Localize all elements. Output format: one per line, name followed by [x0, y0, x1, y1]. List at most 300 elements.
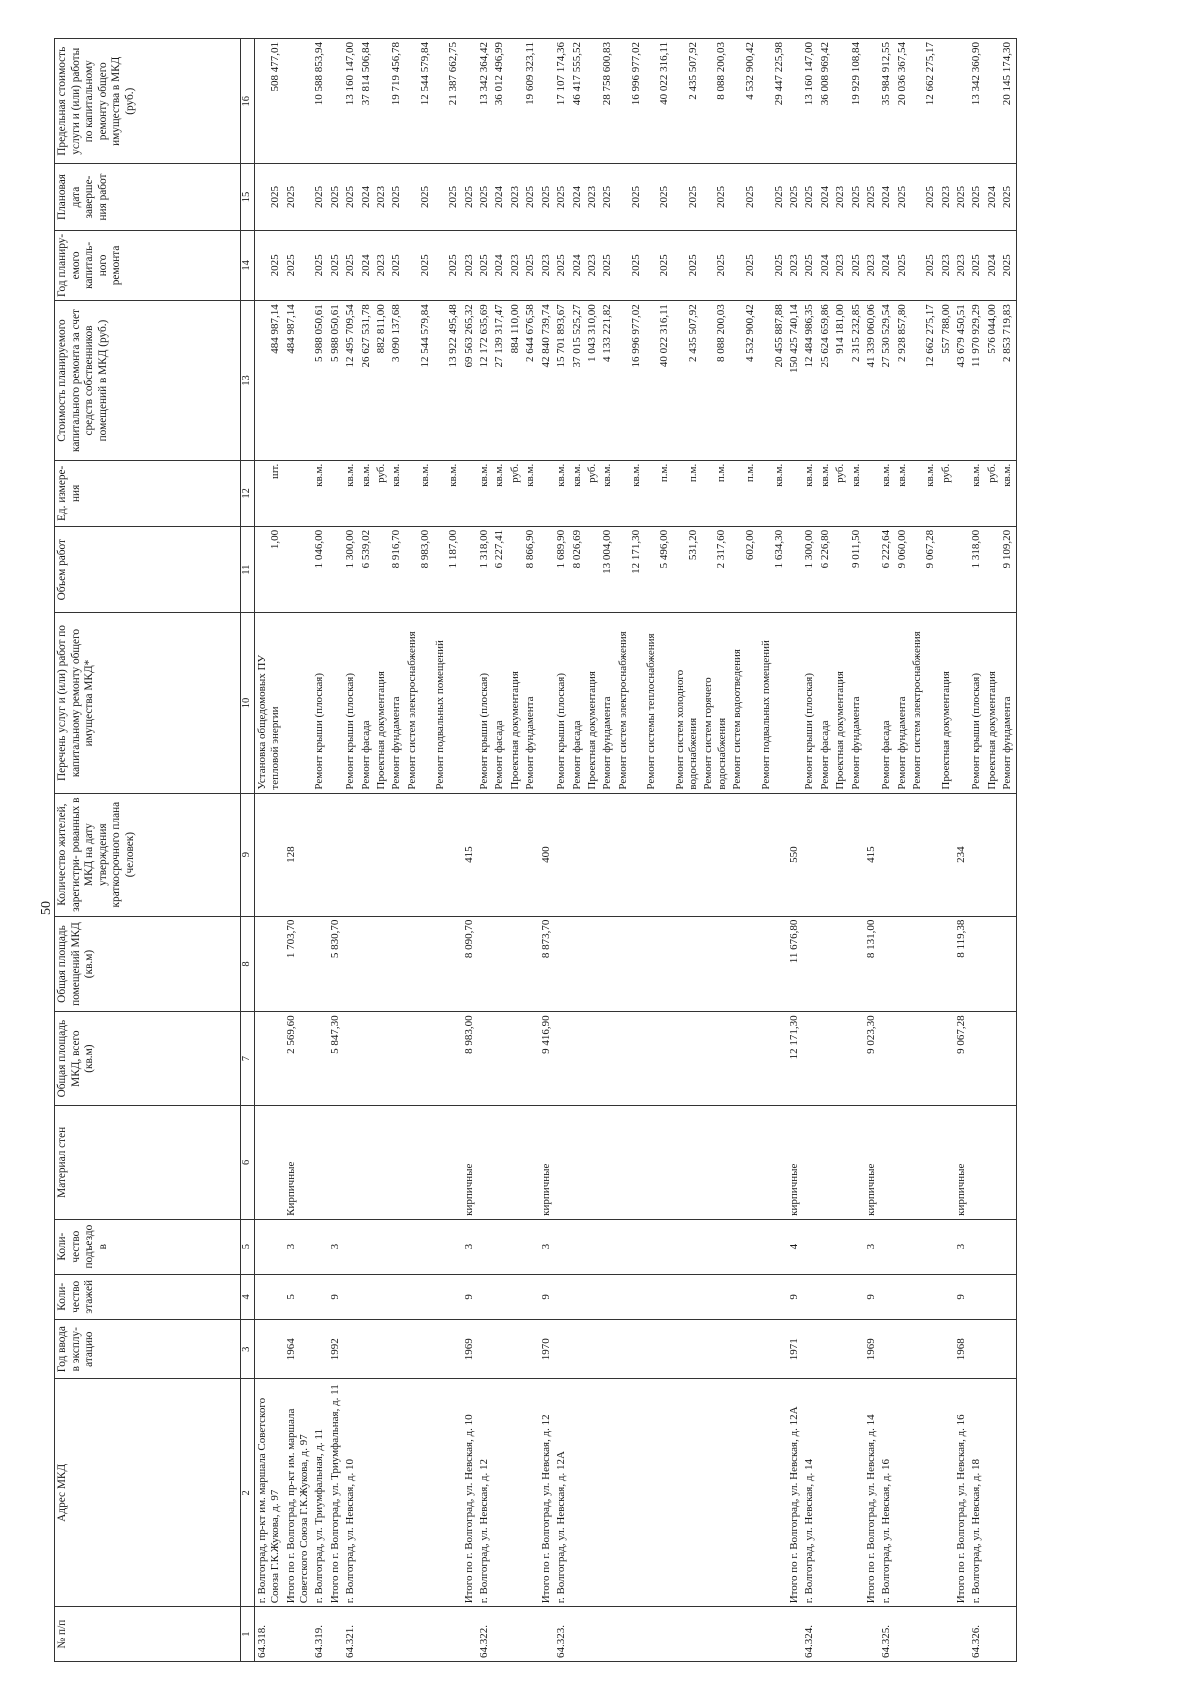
- column-number-row: [241, 39, 255, 1662]
- table-cell-col6: [759, 1105, 787, 1219]
- table-cell-col6: [879, 1105, 894, 1219]
- header-cell: Плановая дата заверше- ния работ: [55, 164, 241, 230]
- table-cell-col2: г. Волгоград, ул. Невская, д. 16: [879, 1379, 894, 1607]
- table-cell-col3: 1992: [328, 1320, 343, 1379]
- table-cell-col3: 1969: [864, 1320, 879, 1379]
- table-cell-col9: [254, 793, 283, 916]
- table-cell-col13: 26 627 531,78: [359, 301, 374, 461]
- table-cell-col16: [939, 39, 954, 164]
- table-cell-col8: [492, 916, 507, 1012]
- table-cell-col4: 9: [328, 1274, 343, 1320]
- table-cell-col8: 1 703,70: [284, 916, 313, 1012]
- table-cell-col10: Ремонт систем электроснабжения: [616, 613, 644, 793]
- table-cell-col14: 2025: [969, 230, 984, 301]
- table-cell-col12: п.м.: [701, 460, 730, 526]
- table-cell-col5: 4: [787, 1219, 802, 1274]
- table-cell-col5: [879, 1219, 894, 1274]
- table-cell-col8: [818, 916, 833, 1012]
- column-number: 4: [241, 1274, 255, 1320]
- table-cell-col6: [405, 1105, 433, 1219]
- table-cell-col12: кв.м.: [879, 460, 894, 526]
- table-cell-col11: [833, 526, 848, 613]
- table-cell-col3: [818, 1320, 833, 1379]
- table-cell-col16: [508, 39, 523, 164]
- table-cell-col15: 2025: [730, 164, 758, 230]
- table-cell-col5: 3: [864, 1219, 879, 1274]
- table-cell-col14: 2025: [802, 230, 817, 301]
- table-row: [389, 39, 404, 1662]
- table-cell-col1: [359, 1607, 374, 1662]
- table-cell-col3: [985, 1320, 1000, 1379]
- table-cell-col7: [833, 1012, 848, 1105]
- table-cell-col15: 2025: [600, 164, 615, 230]
- table-cell-col11: 1 300,00: [343, 526, 358, 613]
- table-row: [312, 39, 327, 1662]
- header-cell: Коли- чество этажей: [55, 1274, 241, 1320]
- table-cell-col13: 882 811,00: [374, 301, 389, 461]
- table-body: [254, 39, 1016, 1662]
- table-cell-col3: [359, 1320, 374, 1379]
- table-cell-col5: [585, 1219, 600, 1274]
- header-cell: Стоимость планируемого капитального ремонта за счет средств собственников помещений в МКД (руб.): [55, 301, 241, 461]
- table-cell-col13: 12 484 986,35: [802, 301, 817, 461]
- table-cell-col1: [374, 1607, 389, 1662]
- table-cell-col16: 28 758 600,83: [600, 39, 615, 164]
- table-cell-col7: [895, 1012, 910, 1105]
- column-number: 8: [241, 916, 255, 1012]
- table-cell-col6: [359, 1105, 374, 1219]
- table-cell-col2: [833, 1379, 848, 1607]
- table-cell-col5: [312, 1219, 327, 1274]
- table-cell-col13: 484 987,14: [254, 301, 283, 461]
- table-cell-col8: [508, 916, 523, 1012]
- table-cell-col15: 2025: [312, 164, 327, 230]
- table-cell-col10: Ремонт фундамента: [389, 613, 404, 793]
- table-cell-col4: [730, 1274, 758, 1320]
- table-cell-col2: [730, 1379, 758, 1607]
- table-cell-col12: кв.м.: [433, 460, 461, 526]
- table-cell-col15: 2025: [644, 164, 672, 230]
- table-cell-col16: 19 609 323,11: [523, 39, 538, 164]
- table-cell-col16: [864, 39, 879, 164]
- table-cell-col7: [616, 1012, 644, 1105]
- table-cell-col3: [939, 1320, 954, 1379]
- table-row: [585, 39, 600, 1662]
- table-cell-col15: 2024: [359, 164, 374, 230]
- table-cell-col7: [554, 1012, 569, 1105]
- table-cell-col6: [374, 1105, 389, 1219]
- table-cell-col8: [879, 916, 894, 1012]
- table-cell-col7: [600, 1012, 615, 1105]
- table-cell-col6: [1000, 1105, 1016, 1219]
- table-cell-col5: [833, 1219, 848, 1274]
- table-cell-col13: 43 679 450,51: [954, 301, 969, 461]
- table-cell-col14: 2025: [523, 230, 538, 301]
- page-number: 50: [39, 901, 54, 915]
- table-cell-col7: [701, 1012, 730, 1105]
- table-cell-col9: [600, 793, 615, 916]
- table-cell-col5: [895, 1219, 910, 1274]
- table-cell-col8: [849, 916, 864, 1012]
- table-cell-col10: Ремонт крыши (плоская): [802, 613, 817, 793]
- table-cell-col13: 13 922 495,48: [433, 301, 461, 461]
- table-cell-col10: Проектная документация: [374, 613, 389, 793]
- table-cell-col16: 13 342 360,90: [969, 39, 984, 164]
- table-cell-col14: 2023: [374, 230, 389, 301]
- table-header-row: [55, 39, 241, 1662]
- table-cell-col5: [600, 1219, 615, 1274]
- table-cell-col12: кв.м.: [969, 460, 984, 526]
- table-cell-col6: [389, 1105, 404, 1219]
- table-cell-col2: [616, 1379, 644, 1607]
- table-cell-col12: кв.м.: [1000, 460, 1016, 526]
- table-cell-col1: [787, 1607, 802, 1662]
- table-cell-col16: [284, 39, 313, 164]
- table-cell-col7: 8 983,00: [462, 1012, 477, 1105]
- table-cell-col15: 2025: [759, 164, 787, 230]
- table-cell-col11: 531,20: [673, 526, 702, 613]
- table-cell-col13: 2 644 676,58: [523, 301, 538, 461]
- table-cell-col2: Итого по г. Волгоград, ул. Невская, д. 12: [539, 1379, 554, 1607]
- table-cell-col1: 64.321.: [343, 1607, 358, 1662]
- header-cell: Год планиру- емого капиталь- ного ремонта: [55, 230, 241, 301]
- table-cell-col1: [985, 1607, 1000, 1662]
- table-cell-col6: [343, 1105, 358, 1219]
- table-cell-col16: 2 435 507,92: [673, 39, 702, 164]
- table-cell-col12: руб.: [833, 460, 848, 526]
- table-cell-col1: [389, 1607, 404, 1662]
- table-cell-col9: [730, 793, 758, 916]
- table-cell-col13: 2 315 232,85: [849, 301, 864, 461]
- table-cell-col6: [492, 1105, 507, 1219]
- table-cell-col12: кв.м.: [343, 460, 358, 526]
- table-cell-col3: 1969: [462, 1320, 477, 1379]
- table-total-row: [864, 39, 879, 1662]
- table-cell-col9: [985, 793, 1000, 916]
- table-cell-col15: 2025: [849, 164, 864, 230]
- table-cell-col7: 9 023,30: [864, 1012, 879, 1105]
- table-cell-col2: [492, 1379, 507, 1607]
- table-cell-col1: [759, 1607, 787, 1662]
- column-number: 11: [241, 526, 255, 613]
- table-cell-col2: г. Волгоград, ул. Триумфальная, д. 11: [312, 1379, 327, 1607]
- table-cell-col16: 40 022 316,11: [644, 39, 672, 164]
- table-cell-col3: [508, 1320, 523, 1379]
- table-cell-col15: 2025: [787, 164, 802, 230]
- table-row: [523, 39, 538, 1662]
- table-cell-col4: 9: [787, 1274, 802, 1320]
- table-cell-col10: Ремонт фундамента: [600, 613, 615, 793]
- table-cell-col13: 884 110,00: [508, 301, 523, 461]
- table-cell-col9: 415: [462, 793, 477, 916]
- table-cell-col7: [879, 1012, 894, 1105]
- table-cell-col7: [818, 1012, 833, 1105]
- table-cell-col7: 5 847,30: [328, 1012, 343, 1105]
- header-cell: Перечень услуг и (или) работ по капитальному ремонту общего имущества МКД*: [55, 613, 241, 793]
- table-cell-col7: [405, 1012, 433, 1105]
- table-cell-col2: [673, 1379, 702, 1607]
- table-cell-col13: 2 853 719,83: [1000, 301, 1016, 461]
- table-cell-col2: [433, 1379, 461, 1607]
- table-cell-col9: [312, 793, 327, 916]
- table-row: [910, 39, 938, 1662]
- table-cell-col15: 2025: [969, 164, 984, 230]
- table-cell-col7: [673, 1012, 702, 1105]
- header-cell: Коли- чество подъездо в: [55, 1219, 241, 1274]
- table-row: [433, 39, 461, 1662]
- table-cell-col7: [312, 1012, 327, 1105]
- table-cell-col15: 2023: [939, 164, 954, 230]
- table-cell-col1: [644, 1607, 672, 1662]
- table-cell-col3: [343, 1320, 358, 1379]
- table-cell-col14: 2025: [254, 230, 283, 301]
- table-cell-col3: [644, 1320, 672, 1379]
- table-cell-col6: [818, 1105, 833, 1219]
- table-cell-col3: [389, 1320, 404, 1379]
- table-cell-col13: 12 172 635,69: [477, 301, 492, 461]
- table-cell-col3: [759, 1320, 787, 1379]
- table-cell-col9: 400: [539, 793, 554, 916]
- table-row: [895, 39, 910, 1662]
- table-cell-col4: [802, 1274, 817, 1320]
- table-cell-col9: [879, 793, 894, 916]
- table-cell-col10: [462, 613, 477, 793]
- table-row: [600, 39, 615, 1662]
- table-cell-col10: Ремонт крыши (плоская): [477, 613, 492, 793]
- table-cell-col8: [1000, 916, 1016, 1012]
- table-cell-col9: [673, 793, 702, 916]
- table-cell-col16: 21 387 662,75: [433, 39, 461, 164]
- table-cell-col9: [359, 793, 374, 916]
- table-cell-col4: [939, 1274, 954, 1320]
- table-cell-col12: кв.м.: [849, 460, 864, 526]
- table-cell-col11: 5 496,00: [644, 526, 672, 613]
- table-cell-col8: [389, 916, 404, 1012]
- table-cell-col1: [701, 1607, 730, 1662]
- table-cell-col15: 2024: [570, 164, 585, 230]
- table-cell-col11: [954, 526, 969, 613]
- table-cell-col8: [759, 916, 787, 1012]
- table-cell-col4: [570, 1274, 585, 1320]
- table-cell-col2: [644, 1379, 672, 1607]
- table-cell-col1: [849, 1607, 864, 1662]
- table-cell-col6: [554, 1105, 569, 1219]
- table-cell-col11: [328, 526, 343, 613]
- table-cell-col16: [985, 39, 1000, 164]
- table-cell-col16: 20 145 174,30: [1000, 39, 1016, 164]
- table-cell-col11: [585, 526, 600, 613]
- table-cell-col5: [405, 1219, 433, 1274]
- header-cell: Адрес МКД: [55, 1379, 241, 1607]
- table-cell-col15: 2025: [910, 164, 938, 230]
- table-cell-col11: [508, 526, 523, 613]
- table-cell-col9: [644, 793, 672, 916]
- table-cell-col12: п.м.: [644, 460, 672, 526]
- table-cell-col1: [523, 1607, 538, 1662]
- table-cell-col6: [730, 1105, 758, 1219]
- table-cell-col11: 1 318,00: [477, 526, 492, 613]
- table-cell-col4: [508, 1274, 523, 1320]
- table-cell-col7: [644, 1012, 672, 1105]
- table-cell-col6: кирпичные: [462, 1105, 477, 1219]
- header-cell: № п/п: [55, 1607, 241, 1662]
- table-cell-col3: [895, 1320, 910, 1379]
- table-cell-col1: [833, 1607, 848, 1662]
- column-number: 10: [241, 613, 255, 793]
- table-cell-col15: 2025: [328, 164, 343, 230]
- table-cell-col12: шт.: [254, 460, 283, 526]
- table-cell-col4: [673, 1274, 702, 1320]
- table-cell-col10: Ремонт фасада: [570, 613, 585, 793]
- table-row: [492, 39, 507, 1662]
- table-cell-col1: [508, 1607, 523, 1662]
- table-cell-col5: [644, 1219, 672, 1274]
- table-cell-col14: 2023: [954, 230, 969, 301]
- table-cell-col6: [644, 1105, 672, 1219]
- column-number: 14: [241, 230, 255, 301]
- table-cell-col15: 2025: [523, 164, 538, 230]
- table-cell-col13: 150 425 740,14: [787, 301, 802, 461]
- table-cell-col5: [701, 1219, 730, 1274]
- table-cell-col8: [312, 916, 327, 1012]
- table-cell-col2: г. Волгоград, пр-кт им. маршала Советского Союза Г.К.Жукова, д. 97: [254, 1379, 283, 1607]
- table-cell-col10: Проектная документация: [985, 613, 1000, 793]
- table-cell-col4: [969, 1274, 984, 1320]
- table-row: [254, 39, 283, 1662]
- table-cell-col5: [254, 1219, 283, 1274]
- table-cell-col16: 13 160 147,00: [802, 39, 817, 164]
- table-cell-col5: [477, 1219, 492, 1274]
- table-cell-col8: [730, 916, 758, 1012]
- table-cell-col9: [570, 793, 585, 916]
- table-cell-col9: [818, 793, 833, 916]
- table-cell-col11: 6 222,64: [879, 526, 894, 613]
- table-cell-col11: [284, 526, 313, 613]
- column-number: 7: [241, 1012, 255, 1105]
- table-cell-col10: Ремонт фасада: [879, 613, 894, 793]
- table-cell-col16: 46 417 555,52: [570, 39, 585, 164]
- table-cell-col10: Проектная документация: [585, 613, 600, 793]
- table-cell-col6: [910, 1105, 938, 1219]
- table-row: [833, 39, 848, 1662]
- table-cell-col4: [985, 1274, 1000, 1320]
- table-cell-col11: 602,00: [730, 526, 758, 613]
- table-cell-col14: 2025: [730, 230, 758, 301]
- table-row: [405, 39, 433, 1662]
- column-number: 1: [241, 1607, 255, 1662]
- table-cell-col7: [849, 1012, 864, 1105]
- table-cell-col3: [1000, 1320, 1016, 1379]
- table-cell-col6: [585, 1105, 600, 1219]
- table-cell-col16: 13 342 364,42: [477, 39, 492, 164]
- table-cell-col7: [570, 1012, 585, 1105]
- table-cell-col13: 42 840 739,74: [539, 301, 554, 461]
- table-cell-col11: 1 046,00: [312, 526, 327, 613]
- table-cell-col3: [701, 1320, 730, 1379]
- table-cell-col7: [730, 1012, 758, 1105]
- table-cell-col14: 2024: [492, 230, 507, 301]
- table-cell-col3: [616, 1320, 644, 1379]
- table-cell-col5: [389, 1219, 404, 1274]
- table-cell-col11: 1 187,00: [433, 526, 461, 613]
- table-cell-col6: [254, 1105, 283, 1219]
- table-cell-col7: [254, 1012, 283, 1105]
- table-cell-col11: 9 109,20: [1000, 526, 1016, 613]
- table-cell-col13: 40 022 316,11: [644, 301, 672, 461]
- table-cell-col11: 13 004,00: [600, 526, 615, 613]
- table-cell-col10: Ремонт системы теплоснабжения: [644, 613, 672, 793]
- table-cell-col16: 12 662 275,17: [910, 39, 938, 164]
- table-cell-col2: [600, 1379, 615, 1607]
- table-cell-col9: [554, 793, 569, 916]
- table-cell-col14: 2025: [477, 230, 492, 301]
- table-cell-col1: [462, 1607, 477, 1662]
- table-cell-col13: 20 455 887,88: [759, 301, 787, 461]
- table-cell-col11: 8 026,69: [570, 526, 585, 613]
- table-cell-col6: кирпичные: [539, 1105, 554, 1219]
- table-cell-col7: [969, 1012, 984, 1105]
- table-cell-col8: 8 119,38: [954, 916, 969, 1012]
- table-cell-col14: 2025: [312, 230, 327, 301]
- table-cell-col1: 64.319.: [312, 1607, 327, 1662]
- table-cell-col6: [833, 1105, 848, 1219]
- table-cell-col7: [985, 1012, 1000, 1105]
- table-cell-col4: [759, 1274, 787, 1320]
- table-cell-col4: [477, 1274, 492, 1320]
- table-cell-col3: [477, 1320, 492, 1379]
- table-cell-col6: [849, 1105, 864, 1219]
- table-cell-col6: [939, 1105, 954, 1219]
- table-cell-col9: [405, 793, 433, 916]
- table-cell-col8: [570, 916, 585, 1012]
- table-cell-col13: 8 088 200,03: [701, 301, 730, 461]
- table-row: [343, 39, 358, 1662]
- table-cell-col15: 2024: [492, 164, 507, 230]
- table-cell-col4: 5: [284, 1274, 313, 1320]
- table-cell-col9: [969, 793, 984, 916]
- table-cell-col14: 2025: [616, 230, 644, 301]
- column-number: 6: [241, 1105, 255, 1219]
- table-cell-col15: 2025: [254, 164, 283, 230]
- table-cell-col13: 12 495 709,54: [343, 301, 358, 461]
- table-cell-col5: [359, 1219, 374, 1274]
- table-cell-col12: кв.м.: [405, 460, 433, 526]
- table-row: [616, 39, 644, 1662]
- table-cell-col13: 12 662 275,17: [910, 301, 938, 461]
- table-cell-col5: [939, 1219, 954, 1274]
- table-cell-col10: Ремонт систем электроснабжения: [910, 613, 938, 793]
- table-cell-col12: руб.: [585, 460, 600, 526]
- table-cell-col6: [802, 1105, 817, 1219]
- table-cell-col7: [939, 1012, 954, 1105]
- table-cell-col11: 8 983,00: [405, 526, 433, 613]
- table-cell-col6: кирпичные: [864, 1105, 879, 1219]
- table-cell-col9: [389, 793, 404, 916]
- table-cell-col7: 2 569,60: [284, 1012, 313, 1105]
- table-cell-col10: Ремонт фасада: [359, 613, 374, 793]
- table-cell-col2: [701, 1379, 730, 1607]
- table-cell-col2: [359, 1379, 374, 1607]
- table-cell-col14: 2024: [570, 230, 585, 301]
- table-cell-col5: 3: [328, 1219, 343, 1274]
- table-cell-col15: 2025: [539, 164, 554, 230]
- table-cell-col10: Ремонт подвальных помещений: [759, 613, 787, 793]
- table-cell-col7: [802, 1012, 817, 1105]
- table-cell-col8: [433, 916, 461, 1012]
- table-cell-col12: [787, 460, 802, 526]
- table-cell-col6: [600, 1105, 615, 1219]
- table-cell-col7: [477, 1012, 492, 1105]
